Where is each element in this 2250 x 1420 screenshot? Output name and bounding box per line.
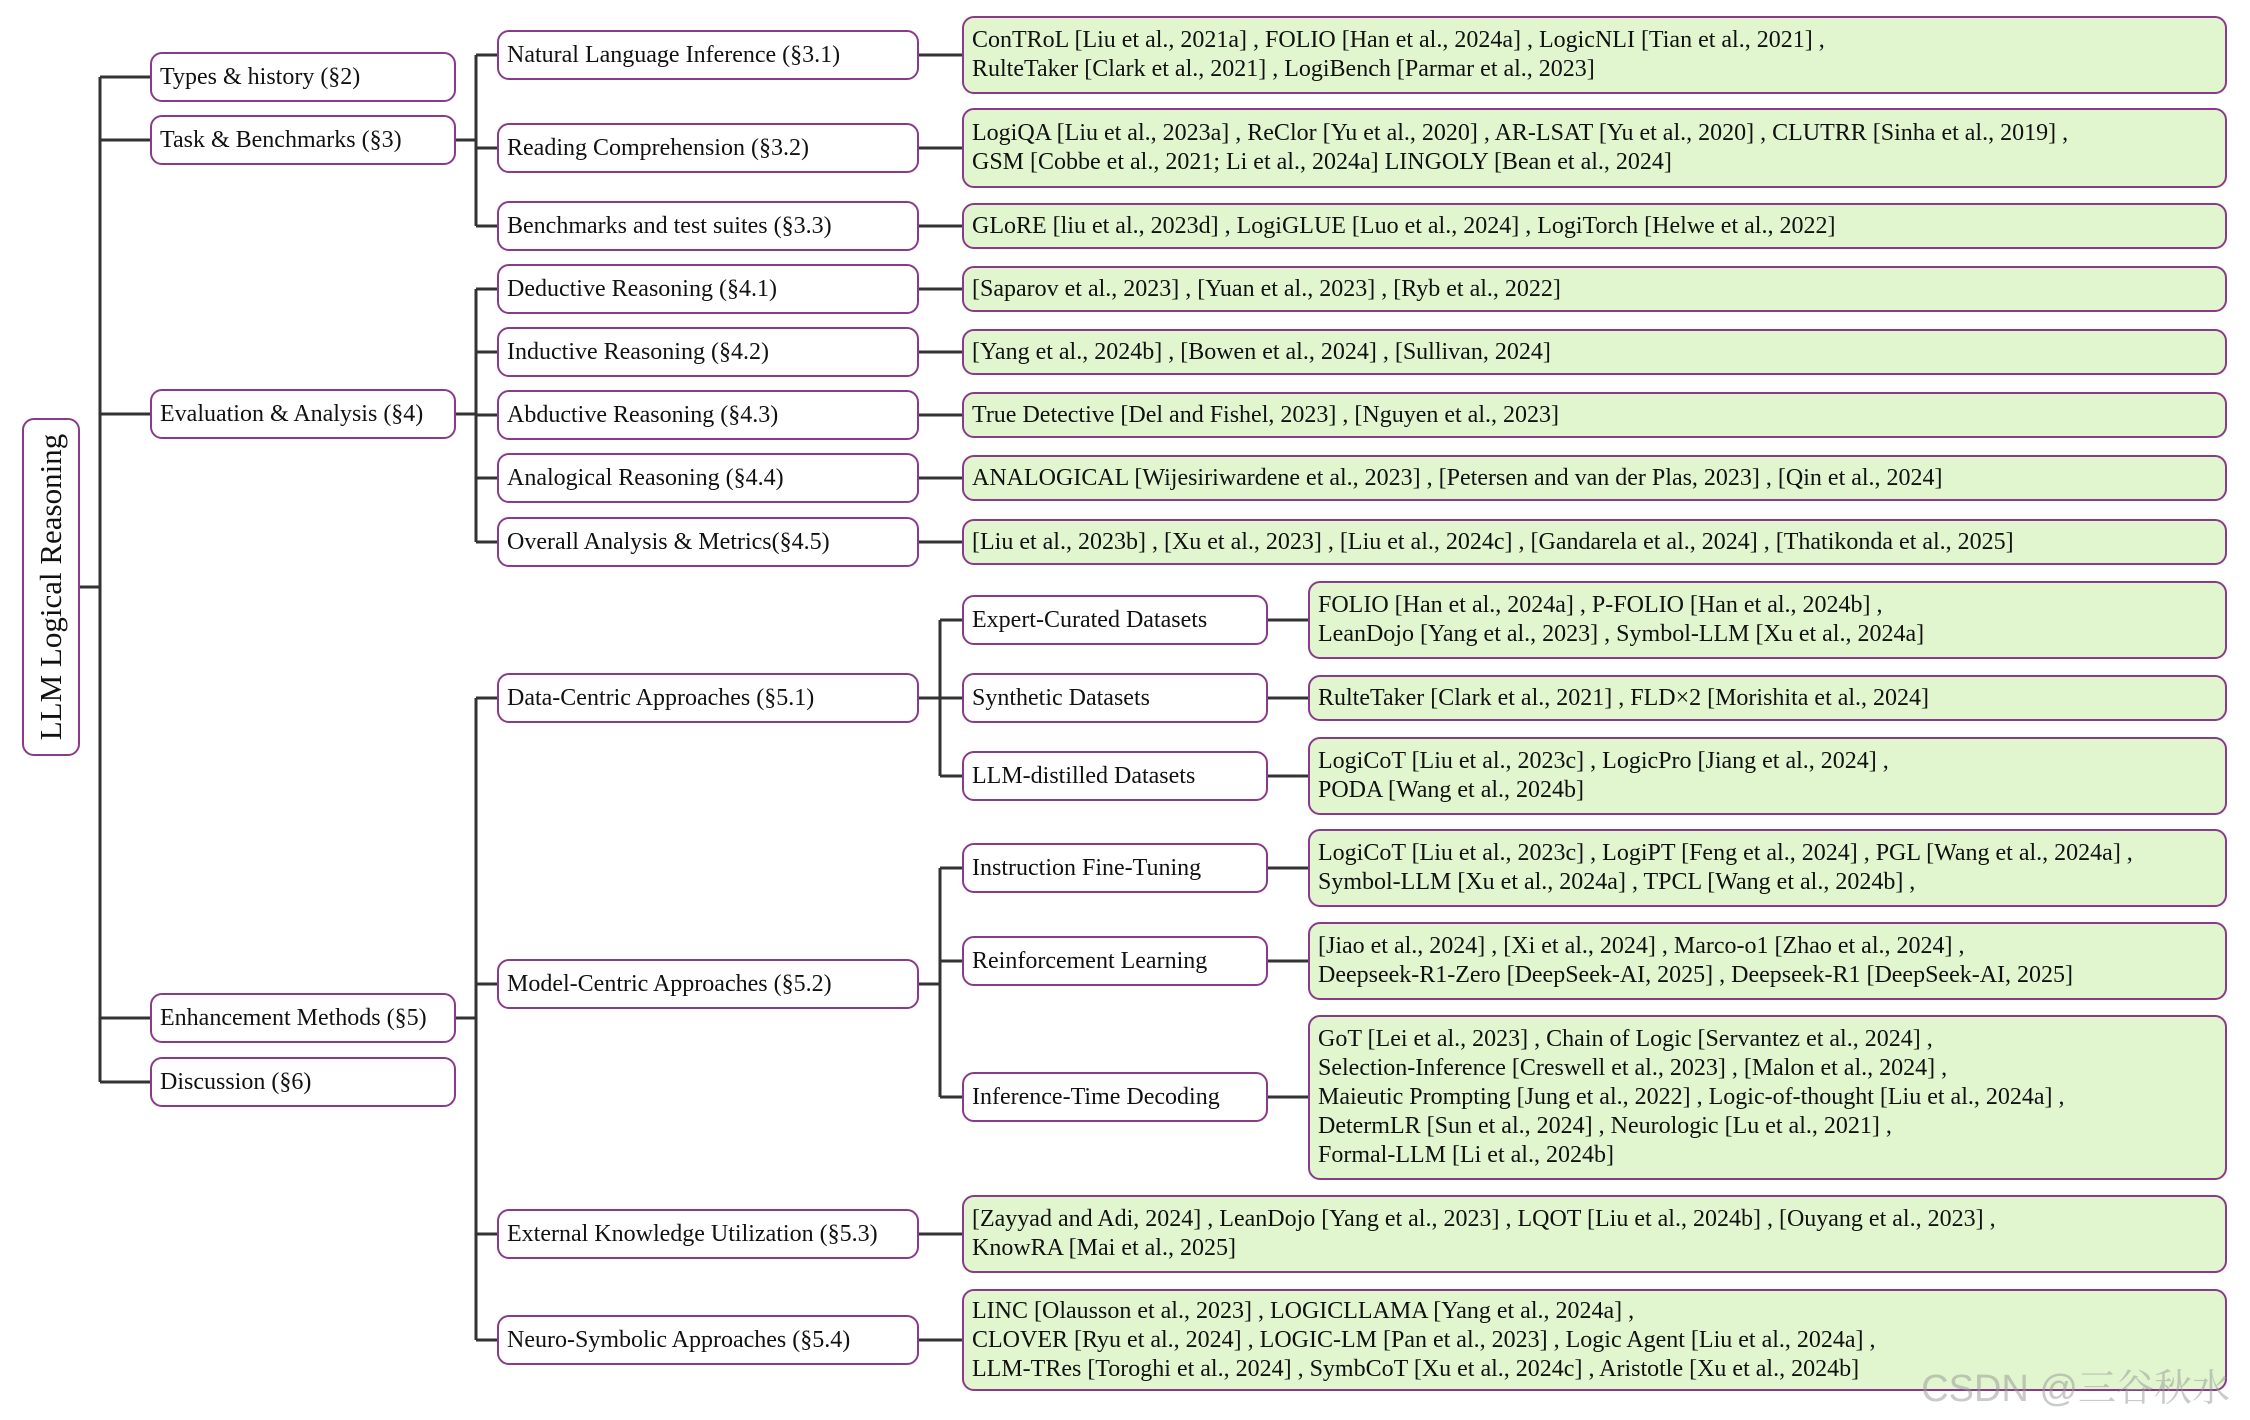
references-rc xyxy=(962,108,2227,188)
method-rl-label: Reinforcement Learning xyxy=(972,948,1208,974)
references-ana xyxy=(962,455,2227,501)
reference-line: [Saparov et al., 2023] , [Yuan et al., 2023] , [Ryb et al., 2022] xyxy=(972,275,1561,302)
subcategory-rc xyxy=(497,123,919,173)
subcategory-ns xyxy=(497,1315,919,1365)
reference-line: Selection-Inference [Creswell et al., 2023] , [Malon et al., 2024] , xyxy=(1318,1055,1948,1081)
category-eval xyxy=(150,389,456,439)
subcategory-ana-label: Analogical Reasoning (§4.4) xyxy=(507,465,784,491)
method-lld-label: LLM-distilled Datasets xyxy=(972,763,1196,789)
references-ecd xyxy=(1308,581,2227,659)
category-types-label: Types & history (§2) xyxy=(160,64,361,90)
subcategory-ns-label: Neuro-Symbolic Approaches (§5.4) xyxy=(507,1327,851,1353)
subcategory-bts xyxy=(497,201,919,251)
subcategory-abd-label: Abductive Reasoning (§4.3) xyxy=(507,402,779,428)
reference-line: LINC [Olausson et al., 2023] , LOGICLLAMA [Yang et al., 2024a] , xyxy=(972,1297,1635,1324)
subcategory-ind-label: Inductive Reasoning (§4.2) xyxy=(507,339,769,365)
reference-line: GSM [Cobbe et al., 2021; Li et al., 2024a] LINGOLY [Bean et al., 2024] xyxy=(972,149,1672,175)
references-syn xyxy=(1308,675,2227,721)
reference-line: ANALOGICAL [Wijesiriwardene et al., 2023] , [Petersen and van der Plas, 2023] , [Qin et al., 2024] xyxy=(972,464,1943,491)
subcategory-mc-label: Model-Centric Approaches (§5.2) xyxy=(507,971,832,997)
subcategory-nli-label: Natural Language Inference (§3.1) xyxy=(507,42,841,68)
reference-line: [Zayyad and Adi, 2024] , LeanDojo [Yang et al., 2023] , LQOT [Liu et al., 2024b] , [Ouyang et al., 2023] , xyxy=(972,1206,1996,1232)
method-itd-label: Inference-Time Decoding xyxy=(972,1084,1220,1110)
method-ift xyxy=(962,843,1268,893)
subcategory-abd xyxy=(497,390,919,440)
reference-line: DetermLR [Sun et al., 2024] , Neurologic [Lu et al., 2021] , xyxy=(1318,1113,1892,1139)
reference-line: ConTRoL [Liu et al., 2021a] , FOLIO [Han et al., 2024a] , LogicNLI [Tian et al., 2021] , xyxy=(972,27,1825,53)
references-rl xyxy=(1308,922,2227,1000)
category-task xyxy=(150,115,456,165)
references-ovr xyxy=(962,519,2227,565)
reference-line: LogiCoT [Liu et al., 2023c] , LogicPro [Jiang et al., 2024] , xyxy=(1318,748,1889,774)
category-disc-label: Discussion (§6) xyxy=(160,1069,312,1095)
subcategory-ind xyxy=(497,327,919,377)
reference-line: Formal-LLM [Li et al., 2024b] xyxy=(1318,1142,1614,1168)
reference-line: LeanDojo [Yang et al., 2023] , Symbol-LLM [Xu et al., 2024a] xyxy=(1318,621,1925,647)
references-bts xyxy=(962,203,2227,249)
reference-line: Deepseek-R1-Zero [DeepSeek-AI, 2025] , Deepseek-R1 [DeepSeek-AI, 2025] xyxy=(1318,962,2074,988)
method-ift-label: Instruction Fine-Tuning xyxy=(972,855,1202,881)
reference-line: [Liu et al., 2023b] , [Xu et al., 2023] , [Liu et al., 2024c] , [Gandarela et al., 2024] , [Thatikonda et al., 2025] xyxy=(972,528,2014,555)
subcategory-dc-label: Data-Centric Approaches (§5.1) xyxy=(507,685,815,711)
references-abd xyxy=(962,392,2227,438)
subcategory-ded xyxy=(497,264,919,314)
subcategory-ana xyxy=(497,453,919,503)
subcategory-ext xyxy=(497,1209,919,1259)
subcategory-rc-label: Reading Comprehension (§3.2) xyxy=(507,135,809,161)
subcategory-nli xyxy=(497,30,919,80)
subcategory-mc xyxy=(497,959,919,1009)
reference-line: CLOVER [Ryu et al., 2024] , LOGIC-LM [Pan et al., 2023] , Logic Agent [Liu et al., 2024a] , xyxy=(972,1326,1876,1353)
subcategory-dc xyxy=(497,673,919,723)
method-lld xyxy=(962,751,1268,801)
references-ift xyxy=(1308,829,2227,907)
category-enh xyxy=(150,993,456,1043)
category-enh-label: Enhancement Methods (§5) xyxy=(160,1005,427,1031)
category-disc xyxy=(150,1057,456,1107)
reference-line: LogiQA [Liu et al., 2023a] , ReClor [Yu et al., 2020] , AR-LSAT [Yu et al., 2020] , CLUTRR [Sinha et al., 2019] , xyxy=(972,120,2069,146)
reference-line: RulteTaker [Clark et al., 2021] , LogiBench [Parmar et al., 2023] xyxy=(972,56,1595,82)
watermark: CSDN @三谷秋水 xyxy=(1921,1368,2230,1410)
root-node xyxy=(22,418,80,756)
reference-line: True Detective [Del and Fishel, 2023] , [Nguyen et al., 2023] xyxy=(972,401,1559,428)
references-ext xyxy=(962,1195,2227,1273)
reference-line: [Jiao et al., 2024] , [Xi et al., 2024] , Marco-o1 [Zhao et al., 2024] , xyxy=(1318,933,1965,959)
category-task-label: Task & Benchmarks (§3) xyxy=(160,127,402,153)
subcategory-bts-label: Benchmarks and test suites (§3.3) xyxy=(507,213,832,239)
subcategory-ext-label: External Knowledge Utilization (§5.3) xyxy=(507,1221,878,1247)
reference-line: KnowRA [Mai et al., 2025] xyxy=(972,1235,1236,1261)
method-syn-label: Synthetic Datasets xyxy=(972,685,1150,711)
references-ind xyxy=(962,329,2227,375)
reference-line: LogiCoT [Liu et al., 2023c] , LogiPT [Feng et al., 2024] , PGL [Wang et al., 2024a] , xyxy=(1318,840,2133,866)
reference-line: Symbol-LLM [Xu et al., 2024a] , TPCL [Wang et al., 2024b] , xyxy=(1318,869,1916,895)
reference-line: GoT [Lei et al., 2023] , Chain of Logic [Servantez et al., 2024] , xyxy=(1318,1026,1933,1052)
subcategory-ded-label: Deductive Reasoning (§4.1) xyxy=(507,276,777,302)
category-eval-label: Evaluation & Analysis (§4) xyxy=(160,401,424,427)
subcategory-ovr xyxy=(497,517,919,567)
reference-line: FOLIO [Han et al., 2024a] , P-FOLIO [Han et al., 2024b] , xyxy=(1318,592,1883,618)
subcategory-ovr-label: Overall Analysis & Metrics(§4.5) xyxy=(507,529,830,555)
reference-line: LLM-TRes [Toroghi et al., 2024] , SymbCoT [Xu et al., 2024c] , Aristotle [Xu et al., 2024b] xyxy=(972,1355,1860,1382)
category-types xyxy=(150,52,456,102)
reference-line: PODA [Wang et al., 2024b] xyxy=(1318,777,1585,803)
method-rl xyxy=(962,936,1268,986)
references-lld xyxy=(1308,737,2227,815)
references-nli xyxy=(962,16,2227,94)
method-ecd xyxy=(962,595,1268,645)
reference-line: GLoRE [liu et al., 2023d] , LogiGLUE [Luo et al., 2024] , LogiTorch [Helwe et al., 2022] xyxy=(972,212,1836,239)
reference-line: [Yang et al., 2024b] , [Bowen et al., 2024] , [Sullivan, 2024] xyxy=(972,338,1551,365)
reference-line: RulteTaker [Clark et al., 2021] , FLD×2 [Morishita et al., 2024] xyxy=(1318,684,1930,711)
reference-line: Maieutic Prompting [Jung et al., 2022] , Logic-of-thought [Liu et al., 2024a] , xyxy=(1318,1084,2065,1110)
references-itd xyxy=(1308,1015,2227,1180)
references-ded xyxy=(962,266,2227,312)
method-itd xyxy=(962,1072,1268,1122)
method-ecd-label: Expert-Curated Datasets xyxy=(972,607,1208,633)
method-syn xyxy=(962,673,1268,723)
root-label: LLM Logical Reasoning xyxy=(33,433,68,741)
